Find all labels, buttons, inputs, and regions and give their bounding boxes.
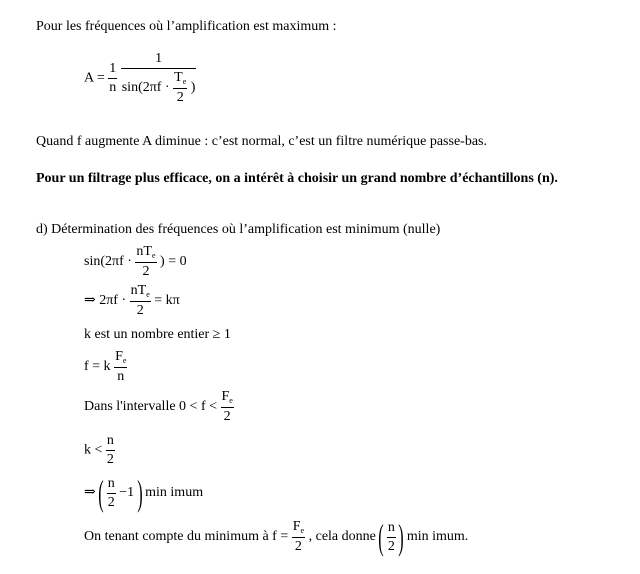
eq2-fraction (135, 245, 156, 279)
eq9-den: 2 (292, 537, 305, 554)
eq3-fraction (130, 284, 151, 318)
equation-f-k-fe-n (84, 350, 127, 384)
eq9-den2: 2 (387, 538, 395, 554)
eq3-num: nT (130, 283, 147, 298)
eq1-te-num: T (174, 70, 183, 85)
eq9-sub: e (300, 526, 305, 535)
eq7-pre: k < (84, 442, 103, 458)
text-filter-note: Quand f augmente A diminue : c’est normal, c’est un filtre numérique passe-bas. (36, 134, 487, 149)
eq2-pre: sin(2πf · (84, 254, 132, 270)
eq3-den: 2 (130, 301, 151, 318)
equation-k-less-n-over-2 (84, 434, 115, 467)
equation-minimum-count (84, 475, 203, 511)
eq1-sin-pre: sin(2πf · (121, 80, 170, 96)
eq5-sub: e (122, 356, 127, 365)
eq2-num: nT (136, 244, 152, 259)
eq1-f2-den (121, 68, 197, 105)
eq5-den: n (114, 367, 127, 384)
eq3-pre: ⇒ 2πf · (84, 293, 127, 309)
eq7-num: n (106, 433, 114, 448)
eq6-den: 2 (221, 407, 234, 424)
right-paren-icon: ) (136, 473, 143, 513)
eq5-fraction (114, 350, 127, 384)
equation-amplification (84, 52, 196, 105)
right-paren-icon: ) (398, 517, 405, 557)
eq9-num: F (292, 519, 301, 534)
eq1-fraction-1-over-n (108, 62, 117, 95)
equation-conclusion (84, 519, 468, 555)
equation-k-pi (84, 284, 180, 318)
eq1-f2-num: 1 (155, 51, 163, 66)
eq1-te-sub: e (182, 77, 187, 86)
left-paren-icon: ( (98, 473, 104, 513)
eq3-post: = kπ (154, 293, 180, 309)
eq6-num: F (221, 389, 230, 404)
text-efficient-filtering: Pour un filtrage plus efficace, on a intérêt à choisir un grand nombre d’échantillons (n). (36, 171, 558, 186)
eq1-te-over-2 (173, 71, 187, 105)
eq2-den: 2 (135, 262, 156, 279)
eq9-mid: , cela donne (308, 529, 376, 545)
eq6-pre: Dans l'intervalle 0 < f < (84, 399, 217, 415)
eq1-f1-den: n (109, 80, 117, 95)
eq6-sub: e (229, 396, 233, 405)
eq9-num2: n (387, 519, 395, 535)
eq8-den: 2 (107, 494, 115, 510)
eq1-sin-post: ) (190, 80, 196, 96)
eq8-num: n (107, 475, 115, 491)
eq9-pre: On tenant compte du minimum à f = (84, 529, 289, 545)
eq7-den: 2 (106, 452, 114, 467)
equation-interval (84, 390, 234, 424)
eq2-sub: e (151, 251, 156, 260)
eq3-sub: e (146, 290, 150, 299)
eq8-post: min imum (145, 485, 204, 501)
eq6-fraction (221, 390, 234, 424)
eq1-lhs: A = (84, 70, 105, 86)
eq8-mid: −1 (119, 485, 135, 501)
eq8-pre: ⇒ (84, 485, 96, 501)
eq8-fraction (107, 477, 116, 510)
eq1-f1-num: 1 (109, 61, 117, 76)
eq1-te-den: 2 (173, 88, 187, 105)
eq1-fraction-inverse-sin (121, 52, 197, 105)
eq5-pre: f = k (84, 359, 111, 375)
eq7-fraction (106, 434, 115, 467)
left-paren-icon: ( (378, 517, 385, 557)
equation-sin-zero (84, 245, 187, 279)
eq9-fraction-fe-2 (292, 520, 305, 554)
text-k-integer: k est un nombre entier ≥ 1 (84, 327, 231, 342)
eq9-post: min imum. (406, 529, 469, 545)
text-maximum-intro: Pour les fréquences où l’amplification est maximum : (36, 19, 337, 34)
section-d-title: d) Détermination des fréquences où l’amplification est minimum (nulle) (36, 222, 441, 237)
eq5-num: F (115, 349, 123, 364)
eq2-post: ) = 0 (160, 254, 187, 270)
eq9-fraction-n-2 (387, 521, 396, 554)
